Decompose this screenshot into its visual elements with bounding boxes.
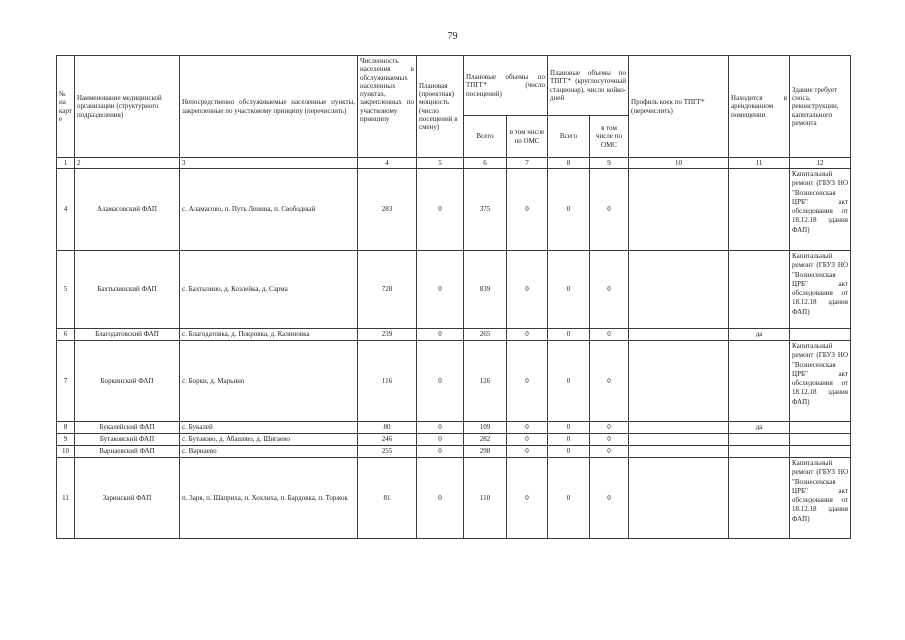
population-cell: 728 [358,251,417,329]
settlements-cell: с. Бутаково, д. Абашево, д. Шигаево [180,434,358,446]
rented-cell: да [729,329,790,341]
column-number: 9 [590,158,629,169]
beds-total-cell: 0 [548,446,590,458]
repair-cell: Капитальный ремонт (ГБУЗ НО "Вознесенская ЦРБ" акт обследования от 18.12.18 здания ФАП) [790,341,851,422]
population-cell: 239 [358,329,417,341]
rented-cell [729,251,790,329]
capacity-cell: 0 [417,434,464,446]
settlements-cell: с. Бахтызино, д. Козлейка, д. Сарма [180,251,358,329]
bed-profile-cell [629,422,729,434]
bed-profile-cell [629,251,729,329]
map-number-cell: 5 [57,251,75,329]
column-number: 8 [548,158,590,169]
beds-oms-cell: 0 [590,251,629,329]
visits-total-cell: 265 [464,329,507,341]
beds-total-cell: 0 [548,169,590,251]
column-number: 11 [729,158,790,169]
visits-oms-cell: 0 [507,434,548,446]
visits-oms-cell: 0 [507,446,548,458]
table-row [57,458,851,539]
beds-total-cell: 0 [548,341,590,422]
population-cell: 255 [358,446,417,458]
capacity-cell: 0 [417,341,464,422]
visits-oms-cell: 0 [507,341,548,422]
header-num: № на карте [57,56,75,158]
visits-oms-cell: 0 [507,458,548,539]
facility-name-cell: Боркинский ФАП [75,341,180,422]
facility-name-cell: Варнаевский ФАП [75,446,180,458]
column-number-row [57,158,851,169]
population-cell: 80 [358,422,417,434]
header-row [57,56,851,116]
facility-name-cell: Благодатовский ФАП [75,329,180,341]
table-row [57,341,851,422]
repair-cell [790,422,851,434]
visits-oms-cell: 0 [507,329,548,341]
facility-name-cell: Заринский ФАП [75,458,180,539]
table-row [57,422,851,434]
subheader-visits-total: Всего [464,116,507,158]
table-row [57,434,851,446]
beds-total-cell: 0 [548,434,590,446]
repair-cell [790,329,851,341]
visits-oms-cell: 0 [507,169,548,251]
map-number-cell: 7 [57,341,75,422]
bed-profile-cell [629,341,729,422]
visits-total-cell: 126 [464,341,507,422]
header-rented: Находится в арендованном помещении [729,56,790,158]
visits-total-cell: 110 [464,458,507,539]
header-visits: Плановые объемы по ТПГГ* (число посещений) [464,56,548,116]
beds-total-cell: 0 [548,251,590,329]
column-number: 10 [629,158,729,169]
visits-total-cell: 282 [464,434,507,446]
facility-name-cell: Аламасовский ФАП [75,169,180,251]
beds-oms-cell: 0 [590,422,629,434]
population-cell: 283 [358,169,417,251]
subheader-beds-total: Всего [548,116,590,158]
header-population: Численность населения в обслуживаемых населенных пунктах, закрепленных по участковому принципу [358,56,417,158]
table-row [57,446,851,458]
repair-cell [790,446,851,458]
table-row [57,251,851,329]
bed-profile-cell [629,329,729,341]
column-number: 2 [75,158,180,169]
header-repair: Здание требует сноса, реконструкции, капитального ремонта [790,56,851,158]
header-settlements: Непосредственно обслуживаемые населенные пункты, закрепленные по участковому принципу (перечислить) [180,56,358,158]
subheader-visits-oms: в том числе по ОМС [507,116,548,158]
beds-oms-cell: 0 [590,341,629,422]
map-number-cell: 11 [57,458,75,539]
facility-name-cell: Бутаковский ФАП [75,434,180,446]
bed-profile-cell [629,434,729,446]
map-number-cell: 8 [57,422,75,434]
beds-oms-cell: 0 [590,446,629,458]
rented-cell [729,434,790,446]
beds-oms-cell: 0 [590,169,629,251]
header-capacity: Плановая (проектная) мощность (число посещений в смену) [417,56,464,158]
bed-profile-cell [629,458,729,539]
visits-oms-cell: 0 [507,422,548,434]
settlements-cell: п. Заря, п. Шаприха, п. Хохлиха, п. Бардовка, п. Торжок [180,458,358,539]
rented-cell [729,458,790,539]
column-number: 1 [57,158,75,169]
population-cell: 246 [358,434,417,446]
rented-cell [729,446,790,458]
visits-total-cell: 109 [464,422,507,434]
facility-name-cell: Букалейский ФАП [75,422,180,434]
visits-total-cell: 375 [464,169,507,251]
map-number-cell: 10 [57,446,75,458]
capacity-cell: 0 [417,422,464,434]
repair-cell [790,434,851,446]
rented-cell: да [729,422,790,434]
settlements-cell: с. Букалей [180,422,358,434]
capacity-cell: 0 [417,251,464,329]
beds-total-cell: 0 [548,329,590,341]
column-number: 4 [358,158,417,169]
column-number: 3 [180,158,358,169]
column-number: 12 [790,158,851,169]
page-number: 79 [447,31,458,42]
map-number-cell: 6 [57,329,75,341]
settlements-cell: с. Аламасово, п. Путь Ленина, п. Свободный [180,169,358,251]
subheader-beds-oms: в том числе по ОМС [590,116,629,158]
beds-oms-cell: 0 [590,434,629,446]
repair-cell: Капитальный ремонт (ГБУЗ НО "Вознесенская ЦРБ" акт обследования от 18.12.18 здания ФАП) [790,458,851,539]
capacity-cell: 0 [417,458,464,539]
table-row [57,169,851,251]
capacity-cell: 0 [417,169,464,251]
column-number: 5 [417,158,464,169]
facilities-table [56,55,851,539]
column-number: 7 [507,158,548,169]
capacity-cell: 0 [417,446,464,458]
bed-profile-cell [629,446,729,458]
header-name: Наименование медицинской организации (структурного подразделения) [75,56,180,158]
header-beds: Плановые объемы по ТПГГ* (круглосуточный стационар), число койко-дней [548,56,629,116]
beds-oms-cell: 0 [590,458,629,539]
bed-profile-cell [629,169,729,251]
beds-total-cell: 0 [548,458,590,539]
visits-oms-cell: 0 [507,251,548,329]
beds-total-cell: 0 [548,422,590,434]
settlements-cell: с. Варнаево [180,446,358,458]
visits-total-cell: 839 [464,251,507,329]
column-number: 6 [464,158,507,169]
rented-cell [729,341,790,422]
capacity-cell: 0 [417,329,464,341]
repair-cell: Капитальный ремонт (ГБУЗ НО "Вознесенская ЦРБ" акт обследования от 18.12.18 здания ФАП) [790,251,851,329]
visits-total-cell: 298 [464,446,507,458]
facility-name-cell: Бахтызинский ФАП [75,251,180,329]
settlements-cell: с. Благодатовка, д. Покровка, д. Калиновка [180,329,358,341]
population-cell: 116 [358,341,417,422]
rented-cell [729,169,790,251]
map-number-cell: 4 [57,169,75,251]
table-row [57,329,851,341]
map-number-cell: 9 [57,434,75,446]
repair-cell: Капитальный ремонт (ГБУЗ НО "Вознесенская ЦРБ" акт обследования от 18.12.18 здания ФАП) [790,169,851,251]
settlements-cell: с. Борки, д. Марьино [180,341,358,422]
beds-oms-cell: 0 [590,329,629,341]
header-profile: Профиль коек по ТПГГ* (перечислить) [629,56,729,158]
population-cell: 81 [358,458,417,539]
